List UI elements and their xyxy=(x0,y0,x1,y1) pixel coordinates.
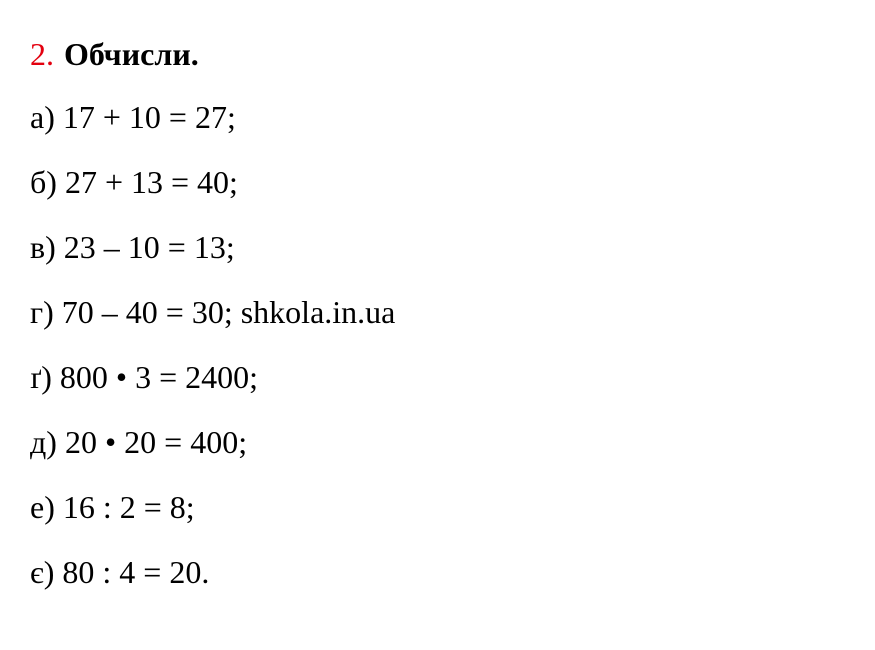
task-title: Обчисли. xyxy=(64,36,199,72)
exercise-page xyxy=(30,30,860,615)
answer-line-g: ґ) 800 • 3 = 2400; xyxy=(30,359,259,395)
answer-line-ye: є) 80 : 4 = 20. xyxy=(30,554,210,590)
task-number: 2. xyxy=(30,36,54,72)
answer-line-e: е) 16 : 2 = 8; xyxy=(30,489,195,525)
answer-line-h: г) 70 – 40 = 30; shkola.in.ua xyxy=(30,294,396,330)
answer-line-v: в) 23 – 10 = 13; xyxy=(30,229,235,265)
answer-line-d: д) 20 • 20 = 400; xyxy=(30,424,248,460)
task-header xyxy=(30,30,860,78)
answers-list xyxy=(30,95,860,594)
answer-line-a: а) 17 + 10 = 27; xyxy=(30,99,236,135)
answer-line-b: б) 27 + 13 = 40; xyxy=(30,164,238,200)
